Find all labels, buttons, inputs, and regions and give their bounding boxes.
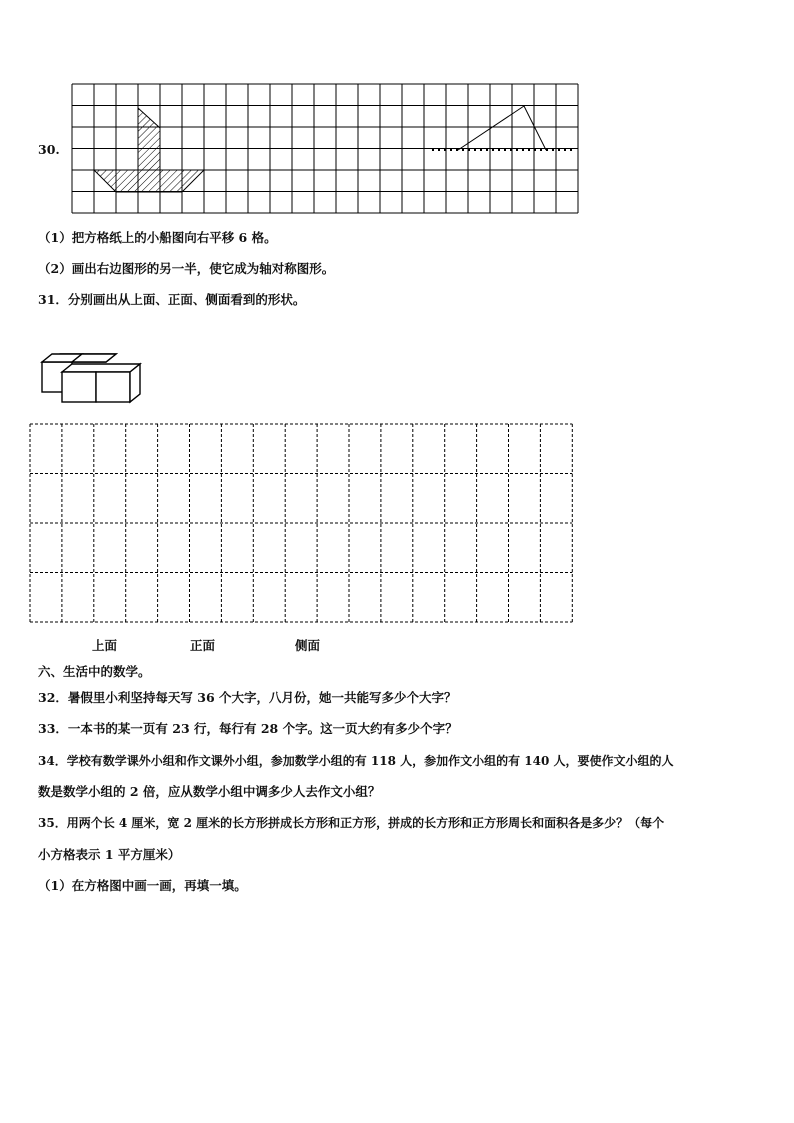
label-top-view: 上面	[92, 638, 118, 653]
question-34-line1: 34．学校有数学课外小组和作文课外小组，参加数学小组的有 118 人，参加作文小组的有 140 人，要使作文小组的人	[38, 754, 674, 768]
question-32: 32．暑假里小利坚持每天写 36 个大字，八月份，她一共能写多少个大字？	[38, 690, 457, 705]
question-35-line1: 35．用两个长 4 厘米，宽 2 厘米的长方形拼成长方形和正方形，拼成的长方形和正方形周长和面积各是多少？（每个	[38, 816, 665, 830]
boat-shape	[94, 108, 204, 192]
question-35-part1: （1）在方格图中画一画，再填一填。	[38, 878, 247, 893]
question-31-title: 31．分别画出从上面、正面、侧面看到的形状。	[38, 292, 306, 307]
q30-grid-figure	[72, 84, 592, 216]
q31-dashed-grid	[30, 424, 576, 624]
cube-stack-figure	[40, 350, 150, 406]
q30-part1: （1）把方格纸上的小船图向右平移 6 格。	[38, 230, 277, 245]
section-6-title: 六、生活中的数学。	[38, 664, 151, 679]
question-33: 33．一本书的某一页有 23 行，每行有 28 个字。这一页大约有多少个字？	[38, 721, 458, 736]
question-35-line2: 小方格表示 1 平方厘米）	[38, 847, 181, 862]
question-30-number: 30.	[38, 142, 60, 157]
q30-part2: （2）画出右边图形的另一半，使它成为轴对称图形。	[38, 261, 335, 276]
half-symmetric-figure	[432, 106, 572, 150]
label-front-view: 正面	[190, 638, 216, 653]
label-side-view: 侧面	[295, 638, 321, 653]
question-34-line2: 数是数学小组的 2 倍，应从数学小组中调多少人去作文小组？	[38, 784, 381, 799]
